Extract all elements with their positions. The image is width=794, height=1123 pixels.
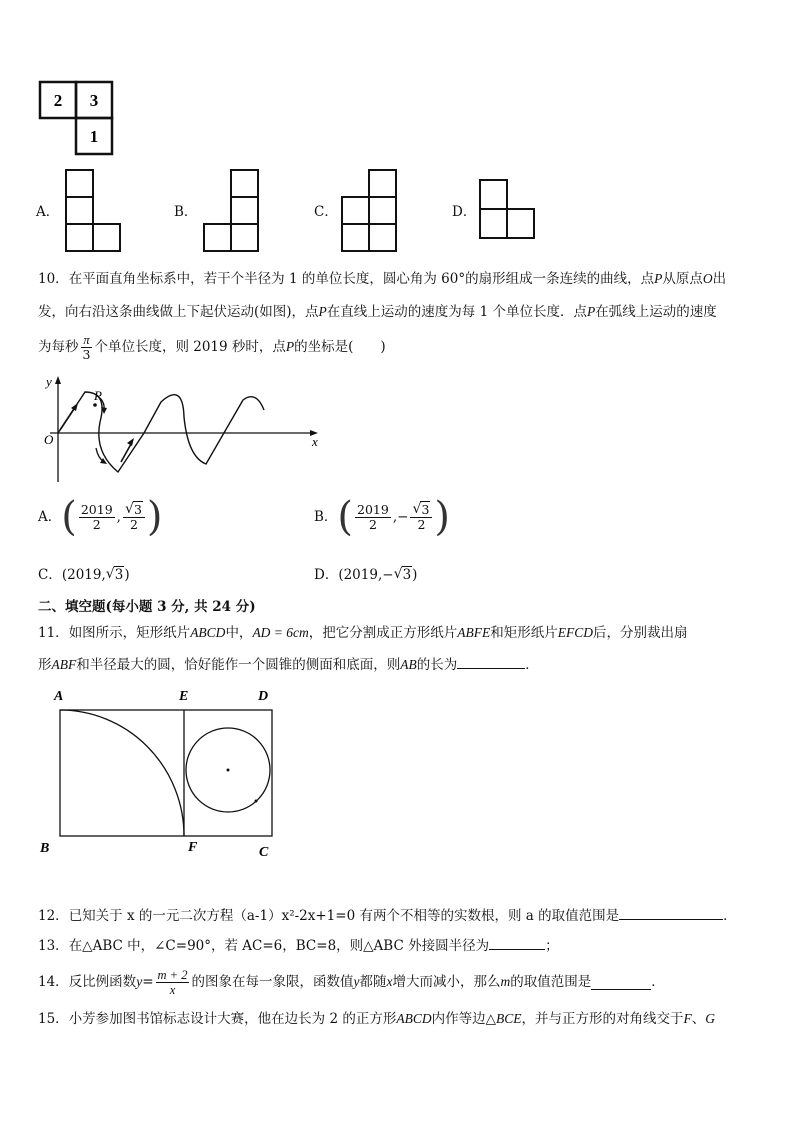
q14-text-d: 增大而减小，那么 <box>392 974 501 990</box>
q15-var-bce: BCE <box>496 1011 522 1026</box>
q11-end: ． <box>525 657 539 673</box>
graph-x-label: x <box>312 434 318 449</box>
q10-var-p: P <box>654 271 663 286</box>
top-view-num-2: 2 <box>53 91 63 110</box>
q13-text: 在△ABC 中，∠C=90°，若 AC=6，BC=8，则△ABC 外接圆半径为 <box>68 938 490 954</box>
q14-var-x: x <box>386 974 393 989</box>
rectangle-abcd <box>60 710 272 836</box>
q9-top-view-figure <box>38 80 118 160</box>
q11-text-b: 中， <box>225 625 253 641</box>
q13-answer-blank[interactable] <box>489 935 545 950</box>
q15-line <box>38 1010 715 1028</box>
q14-var-m: m <box>500 974 511 989</box>
graph-y-label: y <box>46 374 52 389</box>
q11-text-a: 如图所示，矩形纸片 <box>68 625 191 641</box>
q10-var-p: P <box>285 339 295 354</box>
q15-sep: 、 <box>691 1011 706 1027</box>
q9-option-d-figure <box>478 178 538 240</box>
q12-end: ． <box>723 908 737 924</box>
q11-rectangle-figure <box>36 684 286 862</box>
graph-point-p <box>93 403 97 407</box>
q10-var-p: P <box>586 304 596 319</box>
q10-line-2 <box>38 303 717 321</box>
q11-text-c: ，把它分割成正方形纸片 <box>308 625 458 641</box>
q9-option-a-figure <box>64 168 124 254</box>
q11-var-abcd: ABCD <box>190 625 226 640</box>
q10-option-d[interactable]: D．(2019,− √ 3) <box>314 566 418 583</box>
q15-text-c: ，并与正方形的对角线交于 <box>521 1011 684 1027</box>
q11-number: 11． <box>38 625 69 641</box>
q10-text-2a: 发，向右沿这条曲线做上下起伏运动(如图)，点 <box>38 304 319 320</box>
q10-text-1c: 出 <box>712 271 727 287</box>
q15-text-a: 小芳参加图书馆标志设计大赛，他在边长为 2 的正方形 <box>68 1011 397 1027</box>
q10-text-2b: 在直线上运动的速度为每 1 个单位长度．点 <box>326 304 587 320</box>
q14-line <box>38 963 665 1001</box>
top-view-num-1: 1 <box>89 127 99 146</box>
q11-text-h: 的长为 <box>416 657 458 673</box>
q10-speed-fraction: $\frac{\pi}{3}$ <box>82 332 91 362</box>
q10-option-a[interactable]: A． ( $\frac{2019}{2}$ , √ 3 2 ) <box>38 494 163 540</box>
q10-text-3b: 个单位长度，则 2019 秒时，点 <box>94 339 286 355</box>
q11-answer-blank[interactable] <box>457 654 525 669</box>
q11-line-1 <box>38 624 688 642</box>
q15-var-abcd: ABCD <box>396 1011 432 1026</box>
q10-var-p: P <box>318 304 327 319</box>
q12-answer-blank[interactable] <box>619 905 723 920</box>
q10-var-o: O <box>702 271 713 286</box>
q14-var-y2: y <box>353 974 360 989</box>
q13-number: 13． <box>38 938 69 954</box>
graph-point-p-label: P <box>94 388 102 403</box>
q10-text-3c: 的坐标是( ) <box>294 339 386 355</box>
q12-number: 12． <box>38 908 69 924</box>
q14-fraction: $\frac{m + 2}{x}$ <box>157 967 188 997</box>
label-e: E <box>179 689 189 704</box>
q10-text-2c: 在弧线上运动的速度 <box>595 304 717 320</box>
q11-text-e: 后，分别裁出扇 <box>593 625 688 641</box>
q15-text-b: 内作等边△ <box>431 1011 496 1027</box>
q11-text-g: 和半径最大的圆，恰好能作一个圆锥的侧面和底面，则 <box>76 657 401 673</box>
q15-var-f: F <box>683 1011 692 1026</box>
q10-text-1b: 从原点 <box>662 271 703 287</box>
arc-bf <box>60 710 184 836</box>
label-b: B <box>40 841 50 856</box>
q11-line-2 <box>38 654 539 674</box>
q11-var-abf: ABF <box>51 657 77 672</box>
q12-text: 已知关于 x 的一元二次方程（a-1）x²-2x+1=0 有两个不相等的实数根，则 a 的取值范围是 <box>68 908 620 924</box>
label-f: F <box>188 840 198 855</box>
q13-line <box>38 935 559 955</box>
q10-wave-graph <box>38 372 328 487</box>
label-c: C <box>259 845 269 860</box>
q14-text-c: 都随 <box>359 974 387 990</box>
q9-option-a-label[interactable]: A． <box>36 204 60 220</box>
option-d-label: D． <box>314 567 339 583</box>
q15-number: 15． <box>38 1011 69 1027</box>
q12-line <box>38 905 737 925</box>
q14-end: ． <box>651 974 665 990</box>
option-c-label: C． <box>38 567 62 583</box>
top-view-num-3: 3 <box>89 91 99 110</box>
q10-text-3a: 为每秒 <box>38 339 79 355</box>
q9-option-b-label[interactable]: B． <box>174 204 198 220</box>
q14-equals: = <box>142 974 154 990</box>
graph-wave-curve <box>58 392 264 472</box>
option-b-label: B． <box>314 509 338 525</box>
q10-option-b[interactable]: B． ( $\frac{2019}{2}$ ,− √ 3 2 ) <box>314 494 451 540</box>
label-d: D <box>258 689 269 704</box>
q14-number: 14． <box>38 974 69 990</box>
q14-text-e: 的取值范围是 <box>510 974 592 990</box>
q14-answer-blank[interactable] <box>591 975 651 990</box>
q10-line-1 <box>38 270 726 288</box>
q13-end: ； <box>545 938 559 954</box>
q14-text-b: 的图象在每一象限，函数值 <box>191 974 354 990</box>
q14-text-a: 反比例函数 <box>68 974 137 990</box>
q11-equation: AD = 6cm <box>252 625 309 640</box>
q11-var-ab: AB <box>400 657 417 672</box>
q15-var-g: G <box>705 1011 715 1026</box>
q10-option-c[interactable]: C．(2019, √ 3) <box>38 566 130 583</box>
q9-option-c-label[interactable]: C． <box>314 204 338 220</box>
q9-option-c-figure <box>340 168 400 254</box>
q14-var-y: y <box>136 974 143 989</box>
q10-number: 10． <box>38 271 69 287</box>
option-a-label: A． <box>38 509 62 525</box>
q11-var-efcd: EFCD <box>557 625 594 640</box>
q11-text-f: 形 <box>38 657 52 673</box>
label-a: A <box>54 689 64 704</box>
graph-origin-label: O <box>44 432 54 447</box>
section-2-heading: 二、填空题(每小题 3 分, 共 24 分) <box>38 599 256 615</box>
q9-option-b-figure <box>202 168 262 254</box>
q11-text-d: 和矩形纸片 <box>490 625 558 641</box>
q10-line-3 <box>38 330 386 364</box>
q11-var-abfe: ABFE <box>457 625 491 640</box>
q9-option-d-label[interactable]: D． <box>452 204 477 220</box>
q10-text-1: 在平面直角坐标系中，若干个半径为 1 的单位长度，圆心角为 60°的扇形组成一条连续的曲线，点 <box>68 271 655 287</box>
